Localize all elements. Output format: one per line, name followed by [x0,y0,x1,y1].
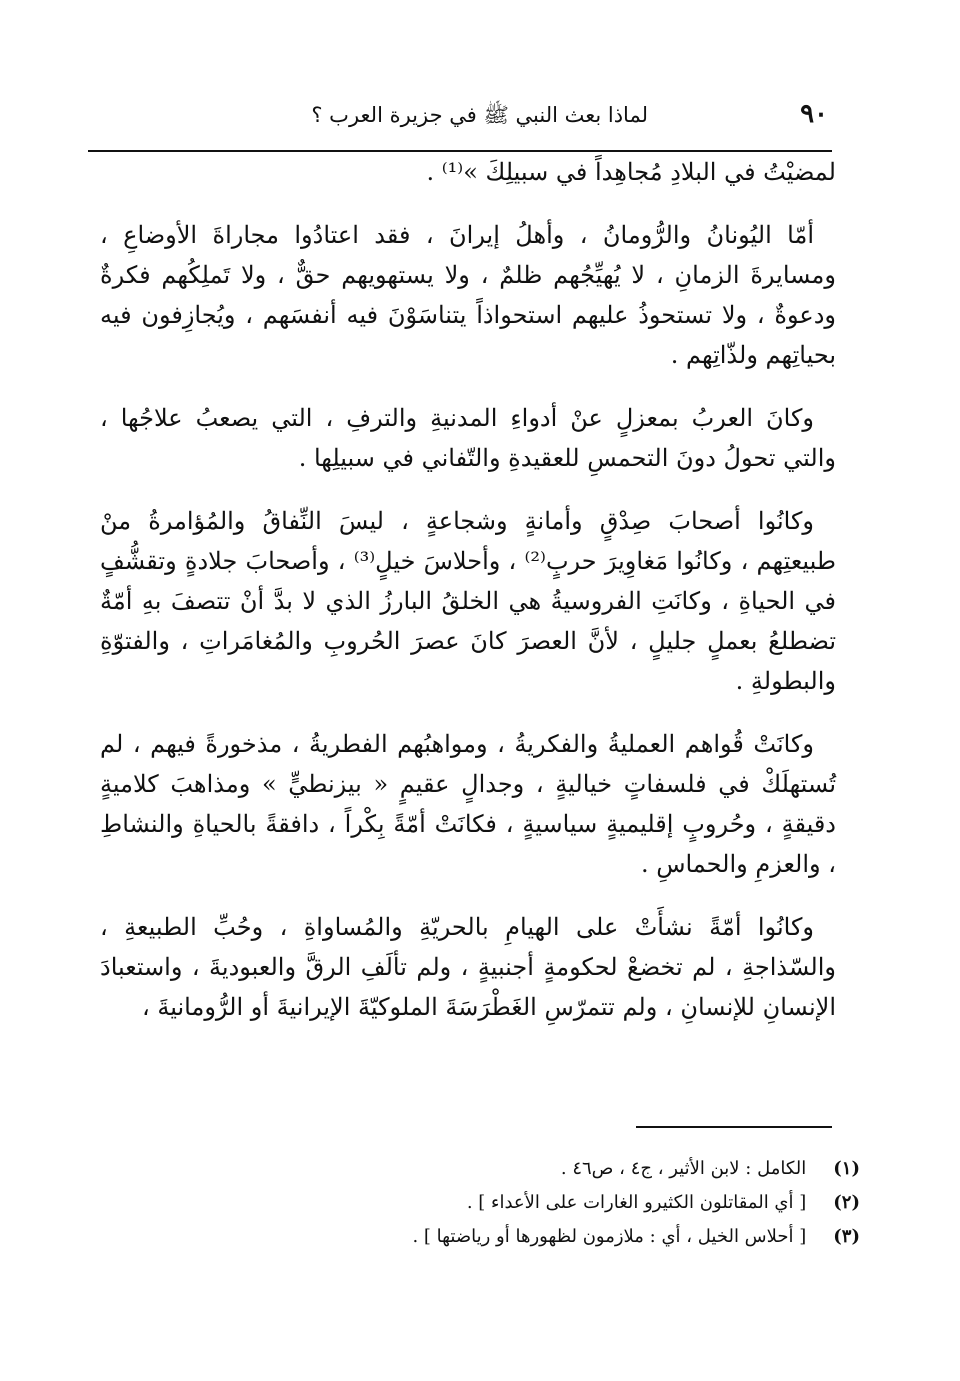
paragraph: أمّا اليُونانُ والرُّومانُ ، وأهلُ إيرانَ ، فقد اعتادُوا مجاراةَ الأوضاعِ ، ومسايرةَ الزمانِ ، لا يُهيِّجُهم ظلمٌ ، ولا يستهويهم حقٌّ ، ولا تَملِكُهم فكرةٌ ودعوةٌ ، ولا تستحوذُ عليهم استحواذاً يتناسَوْنَ فيه أنفسَهم ، ويُجازِفون فيه بحياتِهم ولذّاتِهم . [100,221,836,369]
paragraph: وكانَ العربُ بمعزلٍ عنْ أدواءِ المدنيةِ والترفِ ، التي يصعبُ علاجُها ، والتي تحولُ دونَ التحمسِ للعقيدةِ والتّفاني في سبيلِها . [100,404,836,472]
footnote-marker: (١) [833,1158,860,1179]
footnote-text: الكامل : لابن الأثير ، ج٤ ، ص٤٦ . [560,1158,807,1179]
paragraph: وكانُوا أمّةً نشأَتْ على الهيامِ بالحريّةِ والمُساواةِ ، وحُبِّ الطبيعةِ ، والسّذاجةِ ، لم تخضعْ لحكومةٍ أجنبيةٍ ، ولم تألَفِ الرقَّ والعبوديةَ ، واستعبادَ الإنسانِ للإنسانِ ، ولم تتمرّسِ الغَطْرَسَةَ الملوكيّةَ الإيرانيةَ أو الرُّومانيةَ ، [100,913,836,1021]
footnote [200,1152,860,1186]
footnote-rule [636,1126,832,1128]
page-number: ٩٠ [800,99,828,129]
footnote-text: [ أي المقاتلون الكثيرو الغارات على الأعداء ] . [466,1192,807,1213]
page-header [88,96,828,136]
footnote-marker: (٣) [833,1226,860,1247]
footnote-text: [ أحلاس الخيل ، أي : ملازمون لظهورها أو رياضتها ] . [412,1226,807,1247]
paragraph: وكانَتْ قُواهم العمليةُ والفكريةُ ، ومواهبُهم الفطريةُ ، مذخورةً فيهم ، لم تُستهلَكْ في فلسفاتٍ خياليةٍ ، وجدالٍ عقيمٍ « بيزنطيٍّ » ومذاهبَ كلاميةٍ دقيقةٍ ، وحُروبٍ إقليميةٍ سياسيةٍ ، فكانَتْ أمّةً بِكْراً ، دافقةً بالحياةِ والنشاطِ ، والعزمِ والحماسِ . [100,730,836,878]
footnote [200,1220,860,1254]
running-title: لماذا بعث النبي ﷺ في جزيرة العرب ؟ [311,103,648,127]
footnote-marker: (٢) [833,1192,860,1213]
footnote [200,1186,860,1220]
body-text [100,152,836,1050]
paragraph: وكانُوا أصحابَ صِدْقٍ وأمانةٍ وشجاعةٍ ، ليسَ النِّفاقُ والمُؤامرةُ منْ طبيعتِهم ، وكانُوا مَغاوِيرَ حربٍ⁽²⁾ ، وأحلاسَ خيلٍ⁽³⁾ ، وأصحابَ جلادةٍ وتقشُّفٍ في الحياةِ ، وكانَتِ الفروسيةُ هي الخلقُ البارزُ الذي لا بدَّ أنْ تتصفَ بهِ أمّةٌ تضطلعُ بعملٍ جليلٍ ، لأنَّ العصرَ كانَ عصرَ الحُروبِ والمُغامَراتِ ، والفتوّةِ والبطولةِ . [100,507,837,695]
footnotes [200,1152,860,1254]
paragraph: لمضيْتُ في البلادِ مُجاهِداً في سبيلِكَ »⁽¹⁾ . [426,158,836,186]
